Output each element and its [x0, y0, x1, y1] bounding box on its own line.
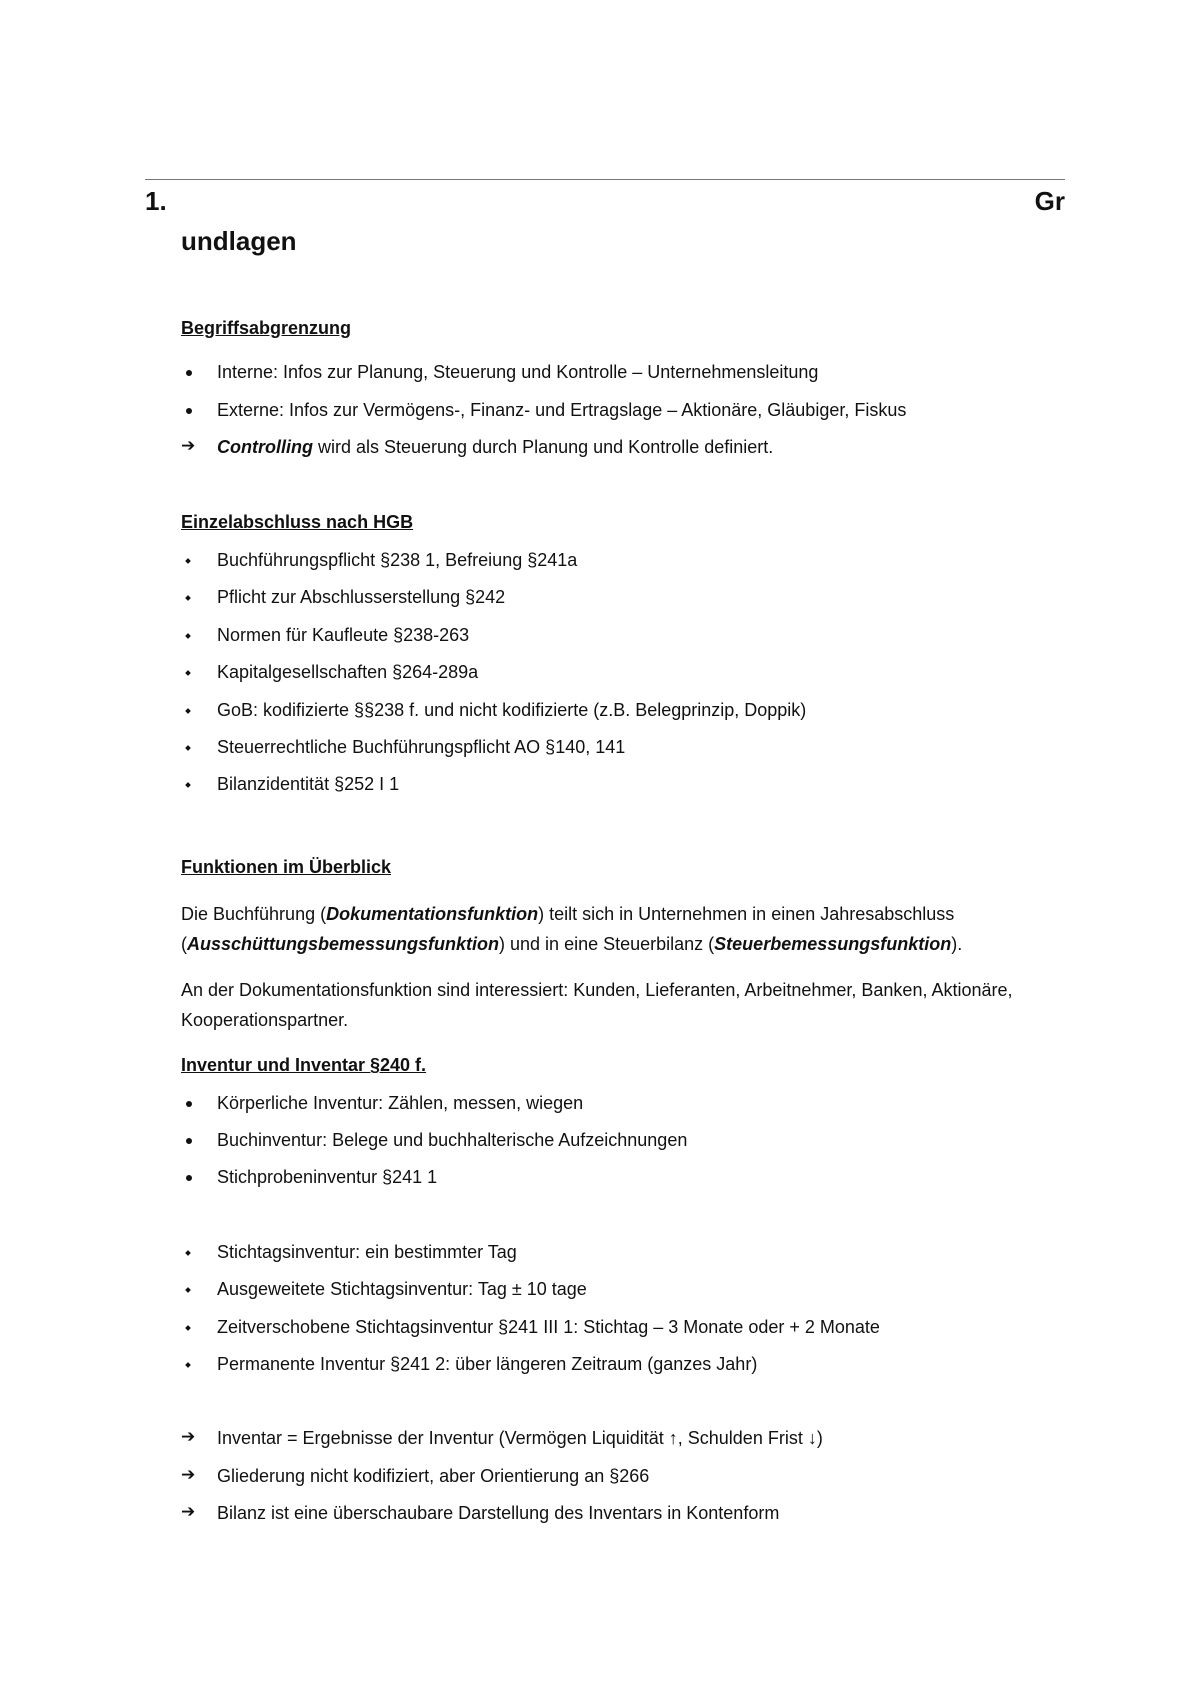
document-page: 1. Gr undlagen Begriffsabgrenzung Interne: Infos zur Planung, Steuerung und Kontrolle – Unternehmensleitung Externe: Infos zur Vermögens-, Finanz- und Ertragslage – Aktionäre, Gläubiger, Fiskus ➔ Controlling wird als Steuerung durch Planung und Kontrolle definiert. Einzelabschluss nach HGB Buchführungspflicht §238 1, Befreiung §241a Pflicht zur Abschlusserstellung §242 Normen für Kaufleute §238-263 Kapitalgesellschaften §264-289a GoB: kodifizierte §§238 f. und nicht kodifizierte (z.B. Belegprinzip, Doppik) Steuerrechtliche Buchführungspflicht AO §140, 141 Bilanzidentität §252 I 1 Funktionen im Überblick Die Buchführung (Dokumentationsfunktion) teilt sich in Unternehmen in einen Jahresabschluss (Ausschüttungsbemessungsfunktion) und in eine Steuerbilanz (Steuerbemessungsfunktion). An der Dokumentationsfunktion sind interessiert: Kunden, Lieferanten, Arbeitnehmer, Banken, Aktionäre, Kooperationspartner. Inventur und Inventar §240 f. Körperliche Inventur: Zählen, messen, wiegen Buchinventur: Belege und buchhalterische Aufzeichnungen Stichprobeninventur §241 1 Stichtagsinventur: ein bestimmter Tag Ausgeweitete Stichtagsinventur: Tag ± 10 tage Zeitverschobene Stichtagsinventur §241 III 1: Stichtag – 3 Monate oder + 2 Monate Permanente Inventur §241 2: über längeren Zeitraum (ganzes Jahr) ➔ Inventar = Ergebnisse der Inventur (Vermögen Liquidität ↑, Schulden Frist ↓) ➔ Gliederung nicht kodifiziert, aber Orientierung an §266 ➔ Bilanz ist eine überschaubare Darstellung des Inventars in Kontenform — [0, 0, 1200, 1698]
heading-rule — [145, 179, 1065, 180]
arrow-right-icon: ➔ — [181, 1465, 196, 1484]
heading-title-part2: undlagen — [181, 226, 297, 256]
controlling-term: Controlling — [217, 437, 313, 457]
heading-title-part1: Gr — [1034, 186, 1065, 216]
paragraph-funktionen: Die Buchführung (Dokumentationsfunktion) teilt sich in Unternehmen in einen Jahresabschluss (Ausschüttungsbemessungsfunktion) und in eine Steuerbilanz (Steuerbemessungsfunktion). — [181, 904, 963, 954]
arrow-right-icon: ➔ — [181, 1502, 196, 1521]
section-title-einzelabschluss: Einzelabschluss nach HGB — [181, 512, 414, 532]
arrow-right-icon: ➔ — [181, 1427, 196, 1446]
heading-number: 1. — [145, 186, 167, 216]
section-title-inventur: Inventur und Inventar §240 f. — [181, 1055, 427, 1075]
section-title-begriffsabgrenzung: Begriffsabgrenzung — [181, 318, 352, 338]
section-title-funktionen: Funktionen im Überblick — [181, 857, 392, 877]
paragraph-interessenten: An der Dokumentationsfunktion sind interessiert: Kunden, Lieferanten, Arbeitnehmer, Banken, Aktionäre, Kooperationspartner. — [181, 980, 1013, 1030]
arrow-right-icon: ➔ — [181, 436, 196, 455]
